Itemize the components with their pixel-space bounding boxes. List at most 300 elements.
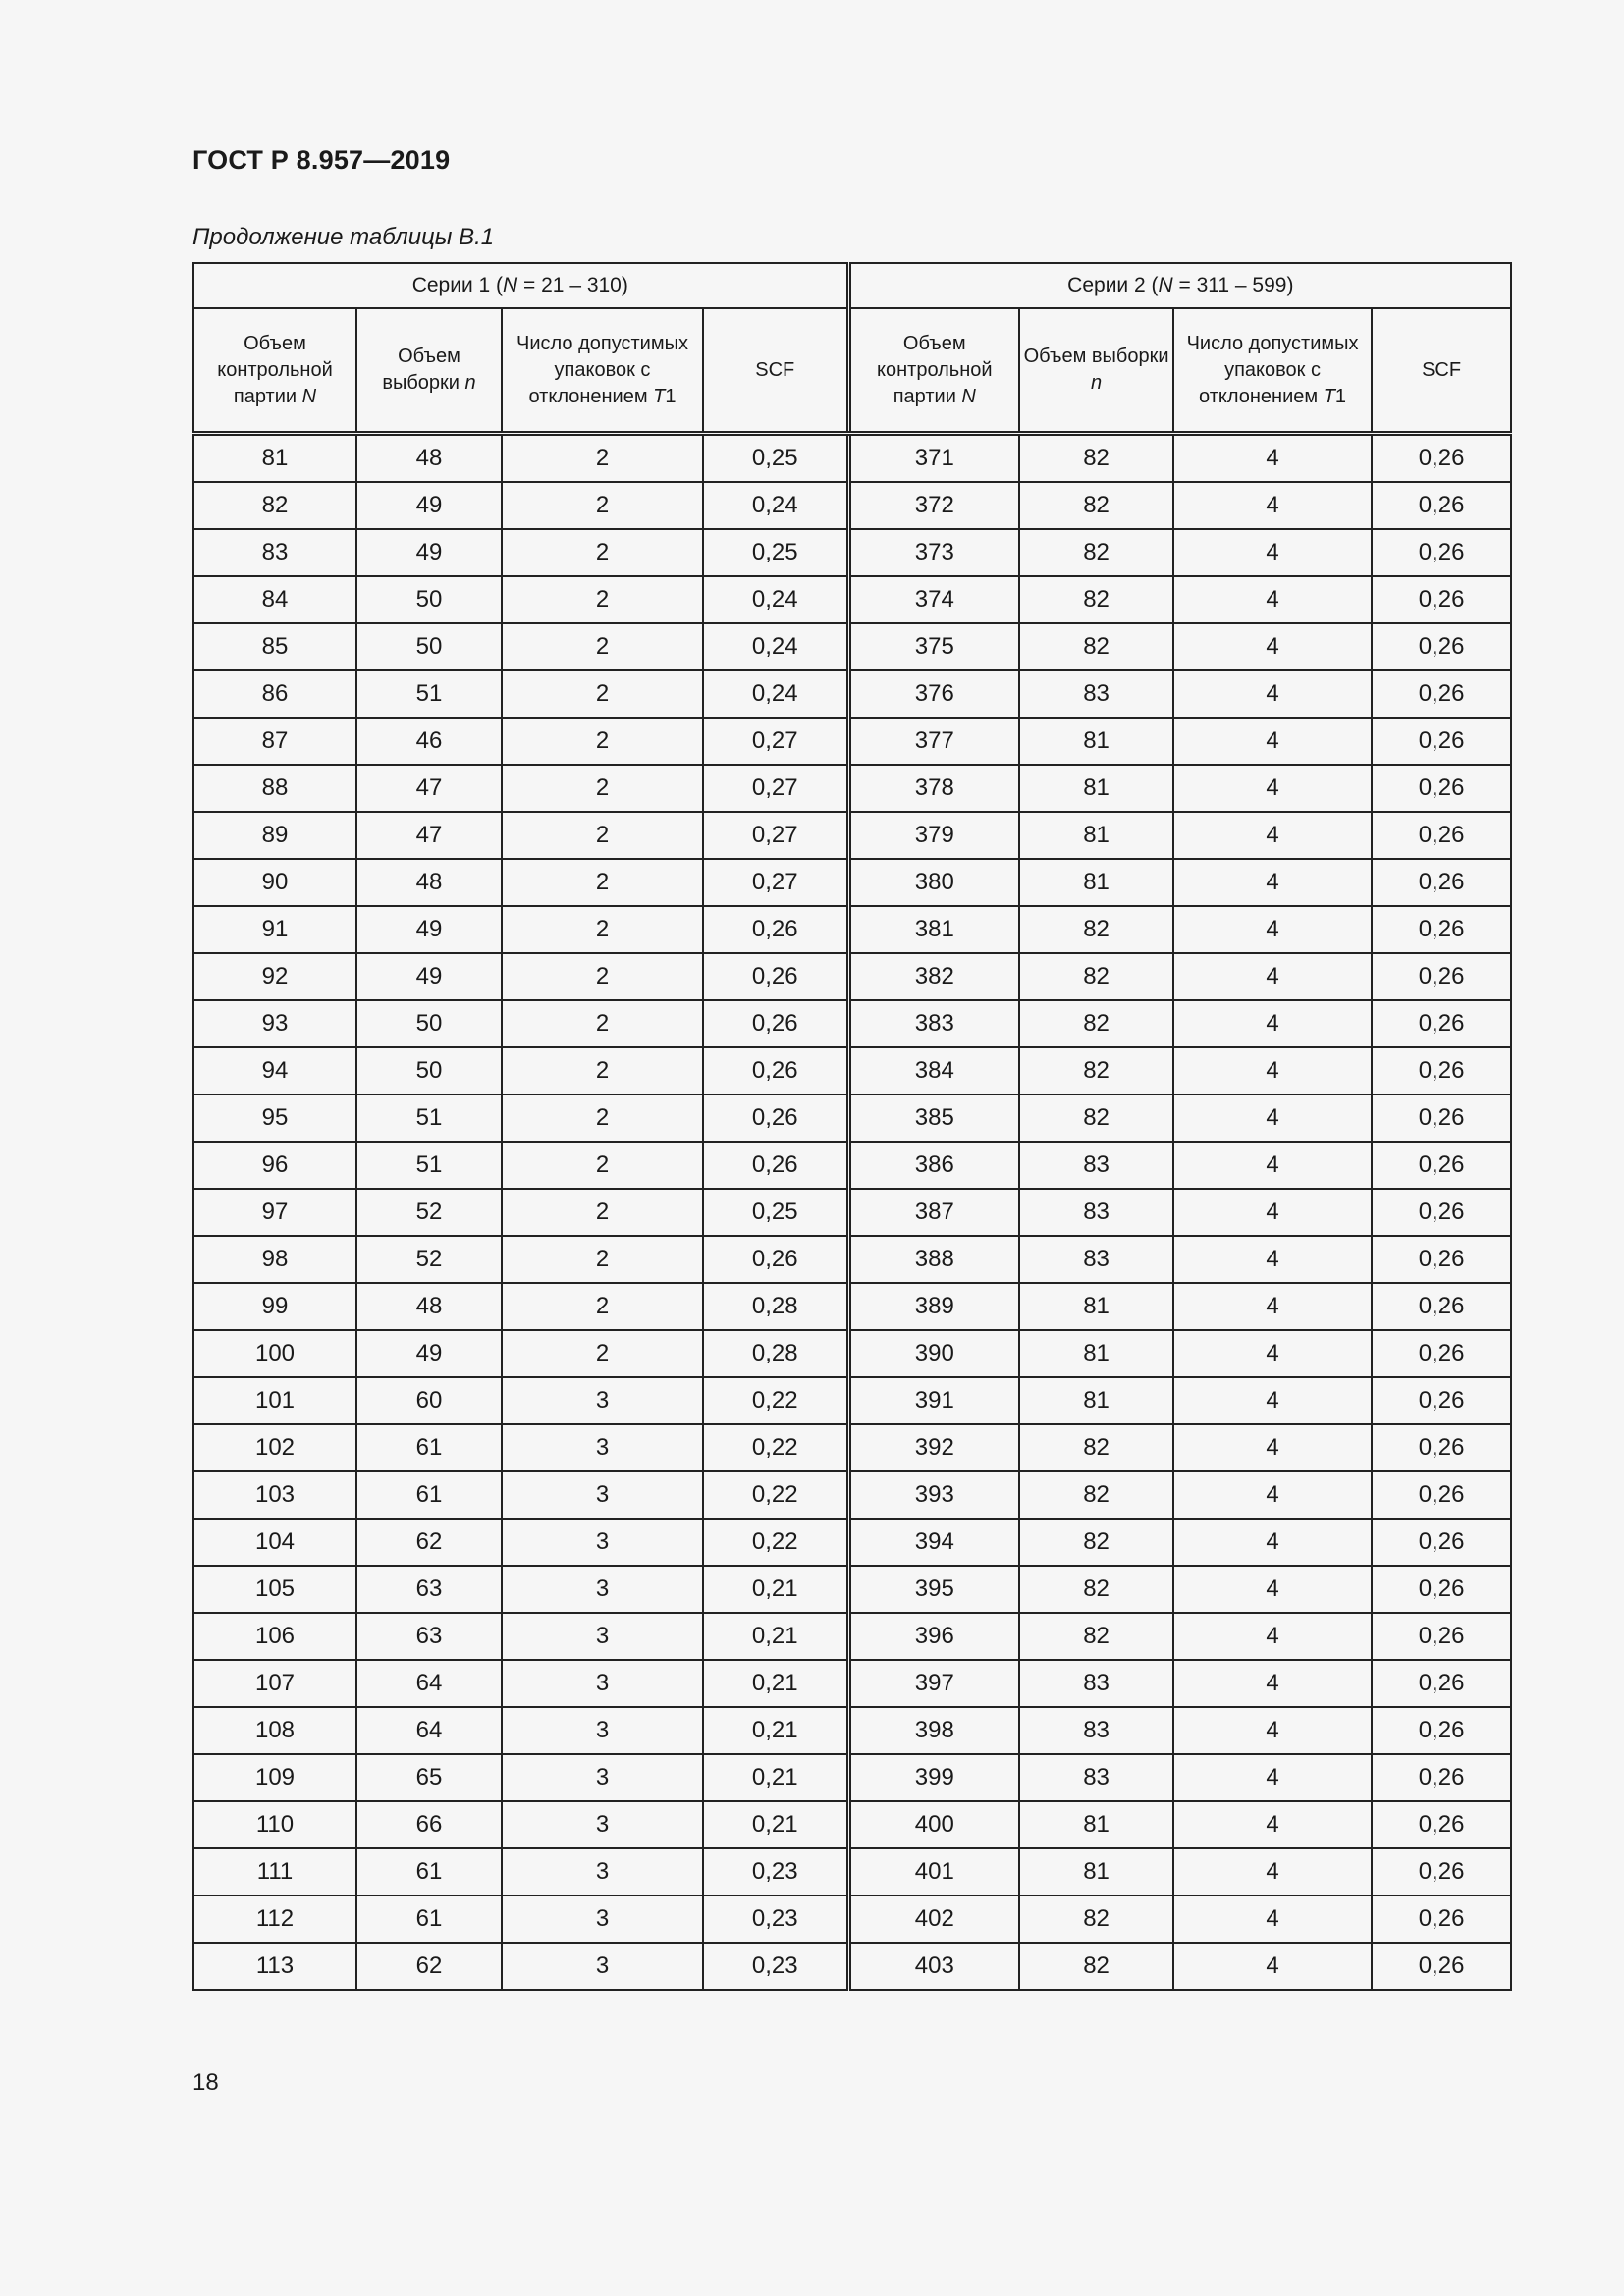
- table-cell: 109: [193, 1754, 356, 1801]
- table-cell: 82: [1019, 576, 1173, 623]
- table-cell: 62: [356, 1943, 502, 1990]
- table-cell: 2: [502, 1236, 703, 1283]
- table-row: [193, 1848, 1511, 1896]
- table-cell: 392: [848, 1424, 1019, 1471]
- table-cell: 0,26: [1372, 765, 1511, 812]
- table-cell: 82: [1019, 1000, 1173, 1047]
- table-cell: 386: [848, 1142, 1019, 1189]
- table-cell: 0,26: [1372, 1047, 1511, 1095]
- table-cell: 82: [1019, 1471, 1173, 1519]
- table-cell: 2: [502, 1189, 703, 1236]
- table-caption: Продолжение таблицы В.1: [192, 224, 495, 250]
- table-cell: 4: [1173, 1754, 1372, 1801]
- table-cell: 0,27: [703, 812, 848, 859]
- table-cell: 371: [848, 434, 1019, 483]
- table-cell: 0,26: [703, 1047, 848, 1095]
- table-row: [193, 1660, 1511, 1707]
- table-cell: 0,26: [1372, 1330, 1511, 1377]
- table-cell: 65: [356, 1754, 502, 1801]
- table-cell: 0,28: [703, 1330, 848, 1377]
- table-cell: 0,26: [1372, 1377, 1511, 1424]
- table-cell: 3: [502, 1754, 703, 1801]
- col-allowed-packages-2: Число допустимых упаковок с отклонением T1: [1173, 308, 1372, 434]
- table-cell: 81: [1019, 765, 1173, 812]
- table-cell: 3: [502, 1471, 703, 1519]
- table-cell: 0,26: [1372, 670, 1511, 718]
- table-cell: 0,24: [703, 482, 848, 529]
- table-cell: 0,21: [703, 1566, 848, 1613]
- table-cell: 49: [356, 529, 502, 576]
- table-cell: 51: [356, 1095, 502, 1142]
- table-row: [193, 1142, 1511, 1189]
- table-cell: 3: [502, 1377, 703, 1424]
- table-cell: 0,26: [1372, 1471, 1511, 1519]
- table-cell: 0,26: [1372, 718, 1511, 765]
- table-cell: 0,27: [703, 718, 848, 765]
- table-cell: 0,26: [1372, 1095, 1511, 1142]
- table-row: [193, 859, 1511, 906]
- table-cell: 3: [502, 1848, 703, 1896]
- col-scf-1: SCF: [703, 308, 848, 434]
- table-cell: 0,26: [703, 1236, 848, 1283]
- table-cell: 0,26: [1372, 1754, 1511, 1801]
- table-row: [193, 576, 1511, 623]
- table-cell: 49: [356, 482, 502, 529]
- table-cell: 0,23: [703, 1848, 848, 1896]
- table-cell: 81: [1019, 718, 1173, 765]
- table-cell: 49: [356, 1330, 502, 1377]
- table-cell: 82: [1019, 434, 1173, 483]
- table-cell: 0,21: [703, 1660, 848, 1707]
- table-cell: 0,26: [703, 953, 848, 1000]
- table-cell: 94: [193, 1047, 356, 1095]
- table-cell: 83: [1019, 670, 1173, 718]
- table-cell: 0,22: [703, 1377, 848, 1424]
- table-row: [193, 1283, 1511, 1330]
- table-cell: 3: [502, 1896, 703, 1943]
- table-cell: 100: [193, 1330, 356, 1377]
- table-cell: 81: [1019, 812, 1173, 859]
- table-row: [193, 1047, 1511, 1095]
- table-cell: 3: [502, 1613, 703, 1660]
- table-cell: 4: [1173, 1047, 1372, 1095]
- table-cell: 4: [1173, 953, 1372, 1000]
- table-cell: 82: [193, 482, 356, 529]
- table-cell: 0,26: [1372, 1519, 1511, 1566]
- table-cell: 2: [502, 1047, 703, 1095]
- table-row: [193, 1707, 1511, 1754]
- table-cell: 2: [502, 1142, 703, 1189]
- table-row: [193, 1896, 1511, 1943]
- table-cell: 0,23: [703, 1896, 848, 1943]
- table-cell: 375: [848, 623, 1019, 670]
- table-cell: 82: [1019, 906, 1173, 953]
- table-row: [193, 482, 1511, 529]
- table-row: [193, 1424, 1511, 1471]
- table-cell: 4: [1173, 434, 1372, 483]
- table-cell: 82: [1019, 1519, 1173, 1566]
- col-sample-size-2: Объем выборки n: [1019, 308, 1173, 434]
- table-row: [193, 434, 1511, 483]
- table-cell: 4: [1173, 623, 1372, 670]
- table-cell: 3: [502, 1943, 703, 1990]
- table-cell: 380: [848, 859, 1019, 906]
- table-cell: 0,26: [1372, 1848, 1511, 1896]
- table-cell: 85: [193, 623, 356, 670]
- table-row: [193, 1754, 1511, 1801]
- table-cell: 81: [1019, 1377, 1173, 1424]
- series-1-header: Серии 1 (N = 21 – 310): [193, 263, 848, 308]
- table-cell: 4: [1173, 718, 1372, 765]
- table-row: [193, 1095, 1511, 1142]
- table-cell: 0,24: [703, 670, 848, 718]
- table-cell: 66: [356, 1801, 502, 1848]
- table-cell: 95: [193, 1095, 356, 1142]
- table-cell: 2: [502, 670, 703, 718]
- table-cell: 388: [848, 1236, 1019, 1283]
- table-cell: 0,26: [1372, 812, 1511, 859]
- table-cell: 63: [356, 1613, 502, 1660]
- table-cell: 90: [193, 859, 356, 906]
- table-body: [193, 434, 1511, 1991]
- table-cell: 0,26: [1372, 1424, 1511, 1471]
- table-cell: 104: [193, 1519, 356, 1566]
- table-row: [193, 1613, 1511, 1660]
- table-cell: 81: [1019, 1848, 1173, 1896]
- table-cell: 4: [1173, 1896, 1372, 1943]
- table-cell: 88: [193, 765, 356, 812]
- table-cell: 3: [502, 1707, 703, 1754]
- table-cell: 0,26: [703, 1142, 848, 1189]
- table-cell: 107: [193, 1660, 356, 1707]
- table-cell: 0,26: [1372, 906, 1511, 953]
- table-row: [193, 1566, 1511, 1613]
- table-cell: 61: [356, 1848, 502, 1896]
- table-cell: 0,25: [703, 1189, 848, 1236]
- table-cell: 4: [1173, 1095, 1372, 1142]
- table-cell: 0,26: [1372, 529, 1511, 576]
- table-cell: 4: [1173, 670, 1372, 718]
- table-cell: 81: [1019, 1283, 1173, 1330]
- table-cell: 4: [1173, 859, 1372, 906]
- table-cell: 0,21: [703, 1613, 848, 1660]
- table-cell: 396: [848, 1613, 1019, 1660]
- table-cell: 387: [848, 1189, 1019, 1236]
- table-cell: 64: [356, 1660, 502, 1707]
- table-cell: 86: [193, 670, 356, 718]
- series-2-header: Серии 2 (N = 311 – 599): [848, 263, 1511, 308]
- table-cell: 82: [1019, 1613, 1173, 1660]
- table-cell: 4: [1173, 765, 1372, 812]
- table-cell: 0,22: [703, 1519, 848, 1566]
- table-cell: 4: [1173, 1519, 1372, 1566]
- table-row: [193, 670, 1511, 718]
- table-cell: 4: [1173, 1000, 1372, 1047]
- table-cell: 4: [1173, 1848, 1372, 1896]
- table-cell: 103: [193, 1471, 356, 1519]
- table-cell: 0,24: [703, 623, 848, 670]
- table-cell: 83: [1019, 1707, 1173, 1754]
- col-lot-size-1: Объем контрольной партии N: [193, 308, 356, 434]
- table-cell: 4: [1173, 1613, 1372, 1660]
- table-cell: 4: [1173, 1142, 1372, 1189]
- table-cell: 0,26: [703, 1095, 848, 1142]
- table-cell: 64: [356, 1707, 502, 1754]
- table-cell: 0,24: [703, 576, 848, 623]
- table-cell: 4: [1173, 1377, 1372, 1424]
- table-cell: 89: [193, 812, 356, 859]
- table-cell: 83: [1019, 1236, 1173, 1283]
- table-cell: 389: [848, 1283, 1019, 1330]
- table-cell: 0,27: [703, 859, 848, 906]
- table-cell: 0,26: [1372, 859, 1511, 906]
- table-cell: 106: [193, 1613, 356, 1660]
- table-cell: 48: [356, 859, 502, 906]
- table-cell: 0,26: [1372, 1142, 1511, 1189]
- table-cell: 92: [193, 953, 356, 1000]
- table-row: [193, 623, 1511, 670]
- table-cell: 2: [502, 482, 703, 529]
- table-cell: 2: [502, 812, 703, 859]
- table-cell: 0,26: [1372, 623, 1511, 670]
- table-cell: 48: [356, 434, 502, 483]
- table-cell: 113: [193, 1943, 356, 1990]
- table-cell: 378: [848, 765, 1019, 812]
- table-cell: 61: [356, 1471, 502, 1519]
- table-cell: 105: [193, 1566, 356, 1613]
- table-cell: 4: [1173, 482, 1372, 529]
- table-cell: 83: [1019, 1189, 1173, 1236]
- table-cell: 4: [1173, 812, 1372, 859]
- table-cell: 399: [848, 1754, 1019, 1801]
- table-cell: 0,26: [1372, 1613, 1511, 1660]
- table-cell: 50: [356, 1047, 502, 1095]
- table-cell: 376: [848, 670, 1019, 718]
- table-cell: 0,28: [703, 1283, 848, 1330]
- table-cell: 400: [848, 1801, 1019, 1848]
- table-cell: 4: [1173, 1236, 1372, 1283]
- table-cell: 96: [193, 1142, 356, 1189]
- table-cell: 4: [1173, 1707, 1372, 1754]
- table-cell: 82: [1019, 953, 1173, 1000]
- page-number: 18: [192, 2069, 219, 2096]
- table-cell: 4: [1173, 1330, 1372, 1377]
- table-cell: 2: [502, 576, 703, 623]
- table-cell: 0,23: [703, 1943, 848, 1990]
- table-cell: 99: [193, 1283, 356, 1330]
- table-cell: 0,26: [1372, 1660, 1511, 1707]
- table-row: [193, 718, 1511, 765]
- table-cell: 377: [848, 718, 1019, 765]
- table-cell: 0,21: [703, 1707, 848, 1754]
- table-cell: 82: [1019, 1566, 1173, 1613]
- table-cell: 0,26: [1372, 482, 1511, 529]
- table-cell: 49: [356, 906, 502, 953]
- table-cell: 0,25: [703, 434, 848, 483]
- table-cell: 395: [848, 1566, 1019, 1613]
- table-cell: 0,21: [703, 1801, 848, 1848]
- table-cell: 61: [356, 1424, 502, 1471]
- table-cell: 2: [502, 718, 703, 765]
- table-row: [193, 765, 1511, 812]
- table-cell: 60: [356, 1377, 502, 1424]
- table-row: [193, 1519, 1511, 1566]
- table-cell: 97: [193, 1189, 356, 1236]
- table-row: [193, 1236, 1511, 1283]
- table-cell: 3: [502, 1801, 703, 1848]
- table-row: [193, 529, 1511, 576]
- table-cell: 381: [848, 906, 1019, 953]
- table-cell: 4: [1173, 576, 1372, 623]
- table-row: [193, 953, 1511, 1000]
- table-row: [193, 812, 1511, 859]
- table-cell: 50: [356, 576, 502, 623]
- table-row: [193, 906, 1511, 953]
- table-cell: 50: [356, 1000, 502, 1047]
- table-cell: 398: [848, 1707, 1019, 1754]
- table-cell: 91: [193, 906, 356, 953]
- table-cell: 385: [848, 1095, 1019, 1142]
- table-cell: 47: [356, 765, 502, 812]
- table-row: [193, 1000, 1511, 1047]
- table-cell: 2: [502, 1283, 703, 1330]
- col-allowed-packages-1: Число допустимых упаковок с отклонением T1: [502, 308, 703, 434]
- table-row: [193, 1330, 1511, 1377]
- table-cell: 87: [193, 718, 356, 765]
- table-cell: 0,26: [1372, 1283, 1511, 1330]
- table-cell: 83: [1019, 1142, 1173, 1189]
- table-cell: 403: [848, 1943, 1019, 1990]
- table-cell: 384: [848, 1047, 1019, 1095]
- table-cell: 0,26: [1372, 1189, 1511, 1236]
- table-cell: 51: [356, 670, 502, 718]
- table-cell: 46: [356, 718, 502, 765]
- table-cell: 0,25: [703, 529, 848, 576]
- table-cell: 373: [848, 529, 1019, 576]
- table-row: [193, 1377, 1511, 1424]
- table-cell: 47: [356, 812, 502, 859]
- table-cell: 379: [848, 812, 1019, 859]
- table-cell: 2: [502, 765, 703, 812]
- table-cell: 82: [1019, 1095, 1173, 1142]
- table-cell: 3: [502, 1424, 703, 1471]
- table-cell: 0,22: [703, 1424, 848, 1471]
- table-cell: 0,26: [1372, 434, 1511, 483]
- table-cell: 83: [193, 529, 356, 576]
- table-cell: 0,27: [703, 765, 848, 812]
- table-cell: 81: [1019, 1330, 1173, 1377]
- table-cell: 84: [193, 576, 356, 623]
- table-cell: 393: [848, 1471, 1019, 1519]
- table-row: [193, 1471, 1511, 1519]
- table-cell: 62: [356, 1519, 502, 1566]
- table-cell: 2: [502, 434, 703, 483]
- table-cell: 2: [502, 529, 703, 576]
- table-cell: 48: [356, 1283, 502, 1330]
- table-cell: 401: [848, 1848, 1019, 1896]
- table-cell: 4: [1173, 1283, 1372, 1330]
- table-cell: 383: [848, 1000, 1019, 1047]
- table-cell: 0,26: [1372, 576, 1511, 623]
- table-cell: 390: [848, 1330, 1019, 1377]
- table-cell: 2: [502, 1330, 703, 1377]
- table-cell: 82: [1019, 1896, 1173, 1943]
- table-cell: 397: [848, 1660, 1019, 1707]
- table-cell: 4: [1173, 1471, 1372, 1519]
- table-cell: 4: [1173, 1801, 1372, 1848]
- table-cell: 3: [502, 1519, 703, 1566]
- table-cell: 4: [1173, 1660, 1372, 1707]
- table-cell: 61: [356, 1896, 502, 1943]
- table-cell: 4: [1173, 906, 1372, 953]
- col-sample-size-1: Объем выборки n: [356, 308, 502, 434]
- table-cell: 63: [356, 1566, 502, 1613]
- table-cell: 81: [1019, 859, 1173, 906]
- table-cell: 52: [356, 1236, 502, 1283]
- table-cell: 101: [193, 1377, 356, 1424]
- table-cell: 0,26: [1372, 1801, 1511, 1848]
- table-cell: 0,21: [703, 1754, 848, 1801]
- table-cell: 81: [193, 434, 356, 483]
- table-cell: 0,26: [1372, 1000, 1511, 1047]
- table-cell: 0,26: [703, 1000, 848, 1047]
- table-cell: 0,26: [1372, 1236, 1511, 1283]
- table-cell: 0,26: [1372, 1707, 1511, 1754]
- table-cell: 0,26: [1372, 1566, 1511, 1613]
- table-cell: 82: [1019, 529, 1173, 576]
- table-cell: 394: [848, 1519, 1019, 1566]
- document-code: ГОСТ Р 8.957—2019: [192, 145, 451, 175]
- table-cell: 82: [1019, 623, 1173, 670]
- table-cell: 2: [502, 1095, 703, 1142]
- table-cell: 3: [502, 1660, 703, 1707]
- table-cell: 93: [193, 1000, 356, 1047]
- table-cell: 111: [193, 1848, 356, 1896]
- table-cell: 391: [848, 1377, 1019, 1424]
- table-cell: 4: [1173, 1424, 1372, 1471]
- table-cell: 51: [356, 1142, 502, 1189]
- table-cell: 2: [502, 859, 703, 906]
- table-cell: 50: [356, 623, 502, 670]
- table-cell: 4: [1173, 1943, 1372, 1990]
- table-cell: 4: [1173, 1566, 1372, 1613]
- table-cell: 83: [1019, 1754, 1173, 1801]
- table-cell: 2: [502, 623, 703, 670]
- col-scf-2: SCF: [1372, 308, 1511, 434]
- table-cell: 82: [1019, 1424, 1173, 1471]
- table-cell: 382: [848, 953, 1019, 1000]
- table-cell: 2: [502, 906, 703, 953]
- table-cell: 83: [1019, 1660, 1173, 1707]
- col-lot-size-2: Объем контрольной партии N: [848, 308, 1019, 434]
- table-cell: 82: [1019, 1943, 1173, 1990]
- table-cell: 102: [193, 1424, 356, 1471]
- table-row: [193, 1801, 1511, 1848]
- table-row: [193, 1943, 1511, 1990]
- table-cell: 82: [1019, 482, 1173, 529]
- table-cell: 112: [193, 1896, 356, 1943]
- table-row: [193, 1189, 1511, 1236]
- table-cell: 0,26: [703, 906, 848, 953]
- table-cell: 0,26: [1372, 953, 1511, 1000]
- table-cell: 374: [848, 576, 1019, 623]
- table-cell: 110: [193, 1801, 356, 1848]
- table-cell: 0,26: [1372, 1896, 1511, 1943]
- table-cell: 0,22: [703, 1471, 848, 1519]
- table-cell: 81: [1019, 1801, 1173, 1848]
- table-cell: 3: [502, 1566, 703, 1613]
- table-cell: 4: [1173, 1189, 1372, 1236]
